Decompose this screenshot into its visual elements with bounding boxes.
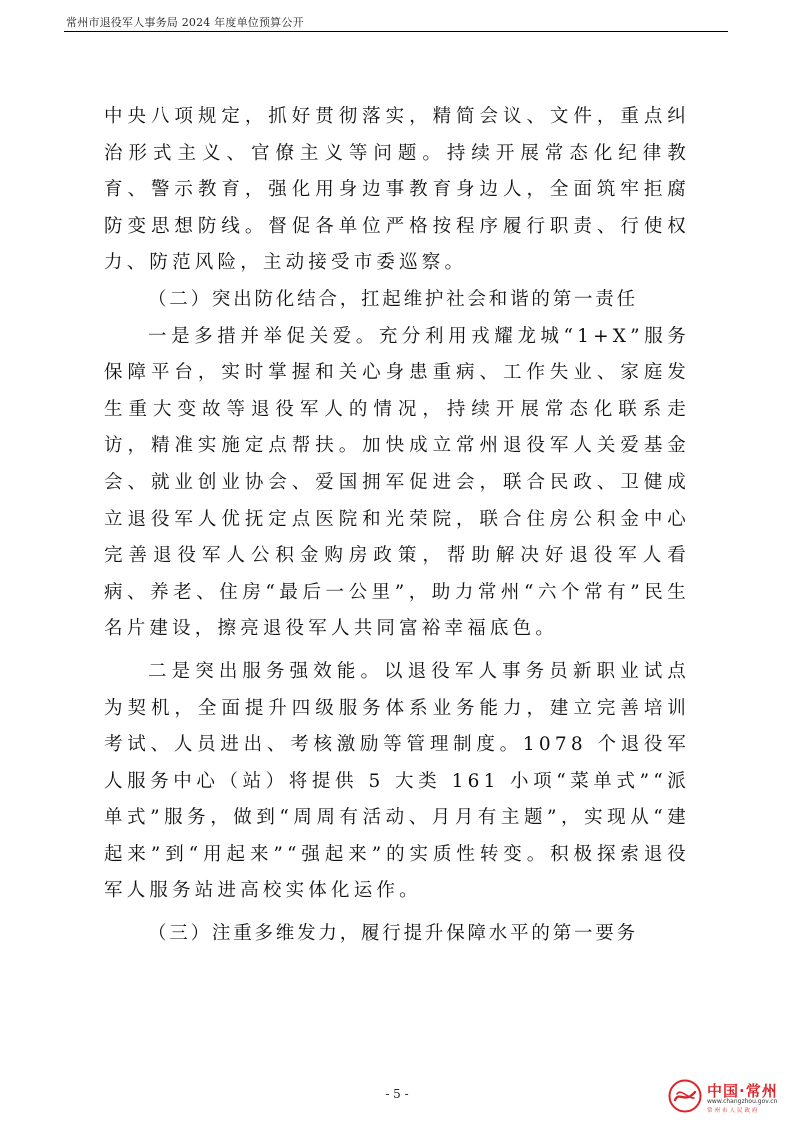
paragraph-3: 二是突出服务强效能。以退役军人事务员新职业试点为契机，全面提升四级服务体系业务能力，建立完善培训考试、人员进出、考核激励等管理制度。1078 个退役军人服务中心（站）将提供 5 大类 161 小项“菜单式”“派单式”服务，做到“周周有活动、月月有主题”，实现从“建起来”到“用起来”“强起来”的实质性转变。积极探索退役军人服务站进高校实体化运作。 [104,660,690,902]
paragraph-1: 中央八项规定，抓好贯彻落实，精简会议、文件，重点纠治形式主义、官僚主义等问题。持续开展常态化纪律教育、警示教育，强化用身边事教育身边人，全面筑牢拒腐防变思想防线。督促各单位严格按程序履行职责、行使权力、防范风险，主动接受市委巡察。 [104,106,690,274]
document-body [104,99,690,953]
changzhou-logo [668,1078,792,1114]
page-number: - 5 - [385,1087,409,1101]
page-header-title: 常州市退役军人事务局 2024 年度单位预算公开 [66,16,304,29]
logo-subtitle: 常州市人民政府 [707,1108,760,1114]
changzhou-emblem-icon [668,1079,702,1113]
section-heading-2: （二）突出防化结合，扛起维护社会和谐的第一责任 [148,288,638,310]
paragraph-2: 一是多措并举促关爱。充分利用戎耀龙城“1+X”服务保障平台，实时掌握和关心身患重病、工作失业、家庭发生重大变故等退役军人的情况，持续开展常态化联系走访，精准实施定点帮扶。加快成立常州退役军人关爱基金会、就业创业协会、爱国拥军促进会，联合民政、卫健成立退役军人优抚定点医院和光荣院，联合住房公积金中心完善退役军人公积金购房政策，帮助解决好退役军人看病、养老、住房“最后一公里”，助力常州“六个常有”民生名片建设，擦亮退役军人共同富裕幸福底色。 [104,325,690,640]
header-divider [64,31,728,32]
logo-url: www.changzhou.gov.cn [707,1098,778,1105]
section-heading-3: （三）注重多维发力，履行提升保障水平的第一要务 [148,923,638,945]
logo-title: 中国·常州 [707,1082,778,1100]
